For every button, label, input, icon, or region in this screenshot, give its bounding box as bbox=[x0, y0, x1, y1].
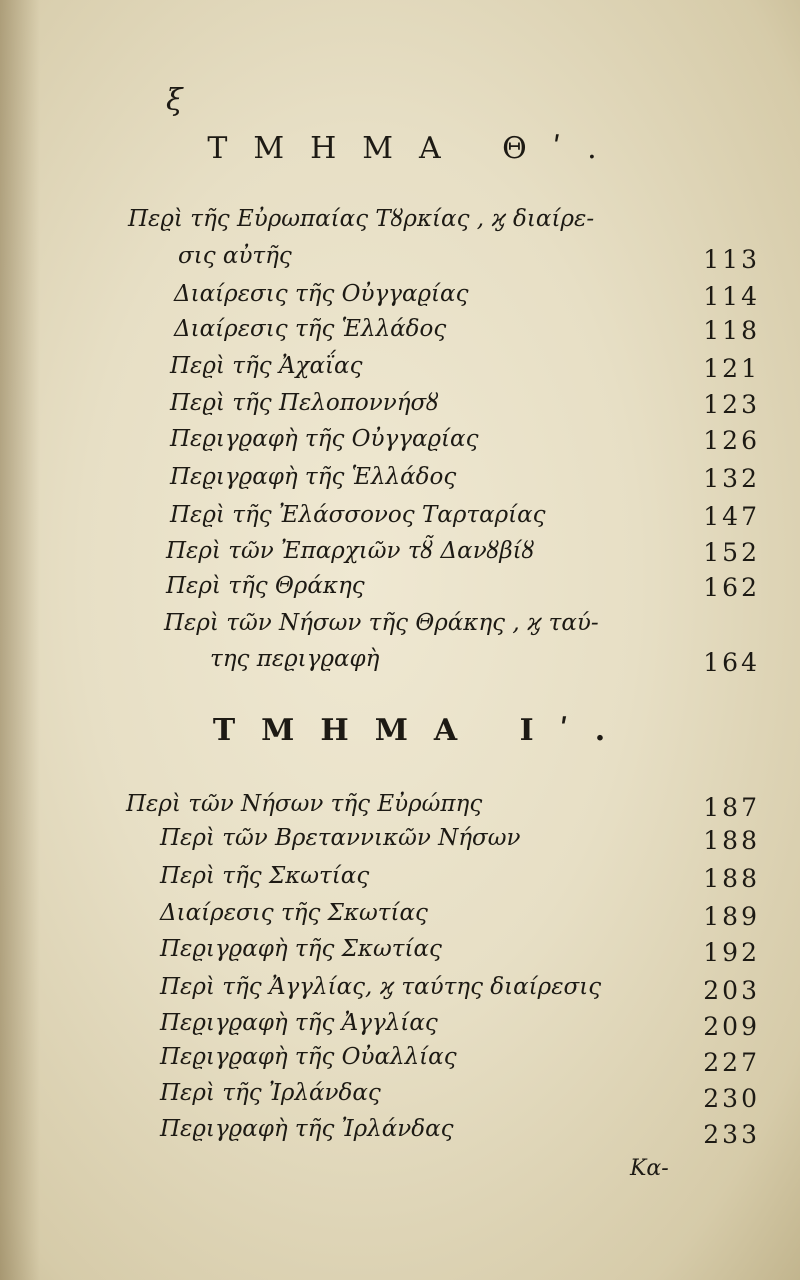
toc-entry-text: της πεϱιγϱαφὴ bbox=[210, 646, 380, 672]
toc-entry-page: 203 bbox=[703, 976, 760, 1005]
toc-entry-page: 188 bbox=[703, 826, 760, 855]
toc-entry-page: 126 bbox=[703, 426, 760, 455]
toc-entry-page: 121 bbox=[703, 354, 760, 383]
toc-entry-text: Πεϱιγϱαφὴ τῆς Ἰρλάνδας bbox=[160, 1116, 454, 1142]
toc-entry-text: Διαίρεσις τῆς Οὐγγαϱίας bbox=[174, 281, 469, 307]
toc-entry-text: Διαίρεσις τῆς Ἑλλάδος bbox=[174, 316, 447, 342]
toc-entry-text: Περὶ τῆς Θράκης bbox=[166, 573, 365, 599]
section-heading-theta: ΤΜΗΜΑ Θʹ. bbox=[207, 131, 623, 166]
toc-entry-page: 114 bbox=[703, 282, 760, 311]
toc-entry-text: Πεϱιγϱαφὴ τῆς Οὐαλλίας bbox=[160, 1044, 457, 1070]
page-signature-mark: ξ bbox=[166, 83, 183, 118]
toc-entry-text: Περὶ τῆς Ἰρλάνδας bbox=[160, 1080, 381, 1106]
toc-entry-page: 152 bbox=[703, 538, 760, 567]
toc-entry-text: σις αὐτῆς bbox=[178, 243, 292, 269]
toc-entry-page: 132 bbox=[703, 464, 760, 493]
toc-entry-text: Πεϱιγϱαφὴ τῆς Οὐγγαϱίας bbox=[170, 426, 479, 452]
toc-entry-text: Περὶ τῶν Βρεταννικῶν Νήσων bbox=[160, 825, 521, 851]
toc-entry-text: Περὶ τῶν Ἐπαρχιῶν τȣ̃ Δανȣβίȣ bbox=[166, 538, 535, 564]
toc-entry-text: Πεϱιγϱαφὴ τῆς Ἑλλάδος bbox=[170, 464, 457, 490]
toc-entry-page: 209 bbox=[703, 1012, 760, 1041]
toc-entry-text: Πεϱὶ τῆς Ἐλάσσονος Ταρταρίας bbox=[170, 502, 546, 528]
section-heading-iota: ΤΜΗΜΑ Ιʹ. bbox=[212, 713, 632, 748]
toc-entry-text: Πεϱιγϱαφὴ τῆς Σκωτίας bbox=[160, 936, 442, 962]
toc-entry-text: Πεϱιγϱαφὴ τῆς Ἀγγλίας bbox=[160, 1010, 438, 1036]
toc-entry-page: 147 bbox=[703, 502, 760, 531]
catchword: Κα- bbox=[630, 1156, 669, 1181]
toc-entry-page: 123 bbox=[703, 390, 760, 419]
toc-entry-text: Περὶ τῶν Νήσων τῆς Θράκης , ϗ ταύ- bbox=[164, 610, 599, 636]
toc-entry-page: 230 bbox=[703, 1084, 760, 1113]
toc-entry-text: Πεϱὶ τῆς Ἀχαΐας bbox=[170, 353, 363, 379]
toc-entry-page: 164 bbox=[703, 648, 760, 677]
toc-entry-page: 162 bbox=[703, 573, 760, 602]
toc-entry-text: Περὶ τῶν Νήσων τῆς Εὐρώπης bbox=[126, 791, 483, 817]
toc-entry-text: Περὶ τῆς Σκωτίας bbox=[160, 863, 370, 889]
toc-entry-page: 192 bbox=[703, 938, 760, 967]
toc-entry-page: 233 bbox=[703, 1120, 760, 1149]
toc-entry-text: Πεϱὶ τῆς Πελοποννήσȣ bbox=[170, 390, 439, 416]
toc-entry-page: 118 bbox=[703, 316, 760, 345]
toc-entry-page: 188 bbox=[703, 864, 760, 893]
toc-entry-page: 187 bbox=[703, 793, 760, 822]
binding-shadow bbox=[0, 0, 40, 1280]
toc-entry-page: 113 bbox=[703, 245, 760, 274]
toc-entry-text: Πεϱὶ τῆς Εὐρωπαίας Τȣρκίας , ϗ διαίρε- bbox=[128, 206, 595, 232]
toc-entry-page: 189 bbox=[703, 902, 760, 931]
toc-entry-page: 227 bbox=[703, 1048, 760, 1077]
toc-entry-text: Περὶ τῆς Ἀγγλίας, ϗ ταύτης διαίρεσις bbox=[160, 974, 602, 1000]
toc-entry-text: Διαίρεσις τῆς Σκωτίας bbox=[160, 900, 428, 926]
